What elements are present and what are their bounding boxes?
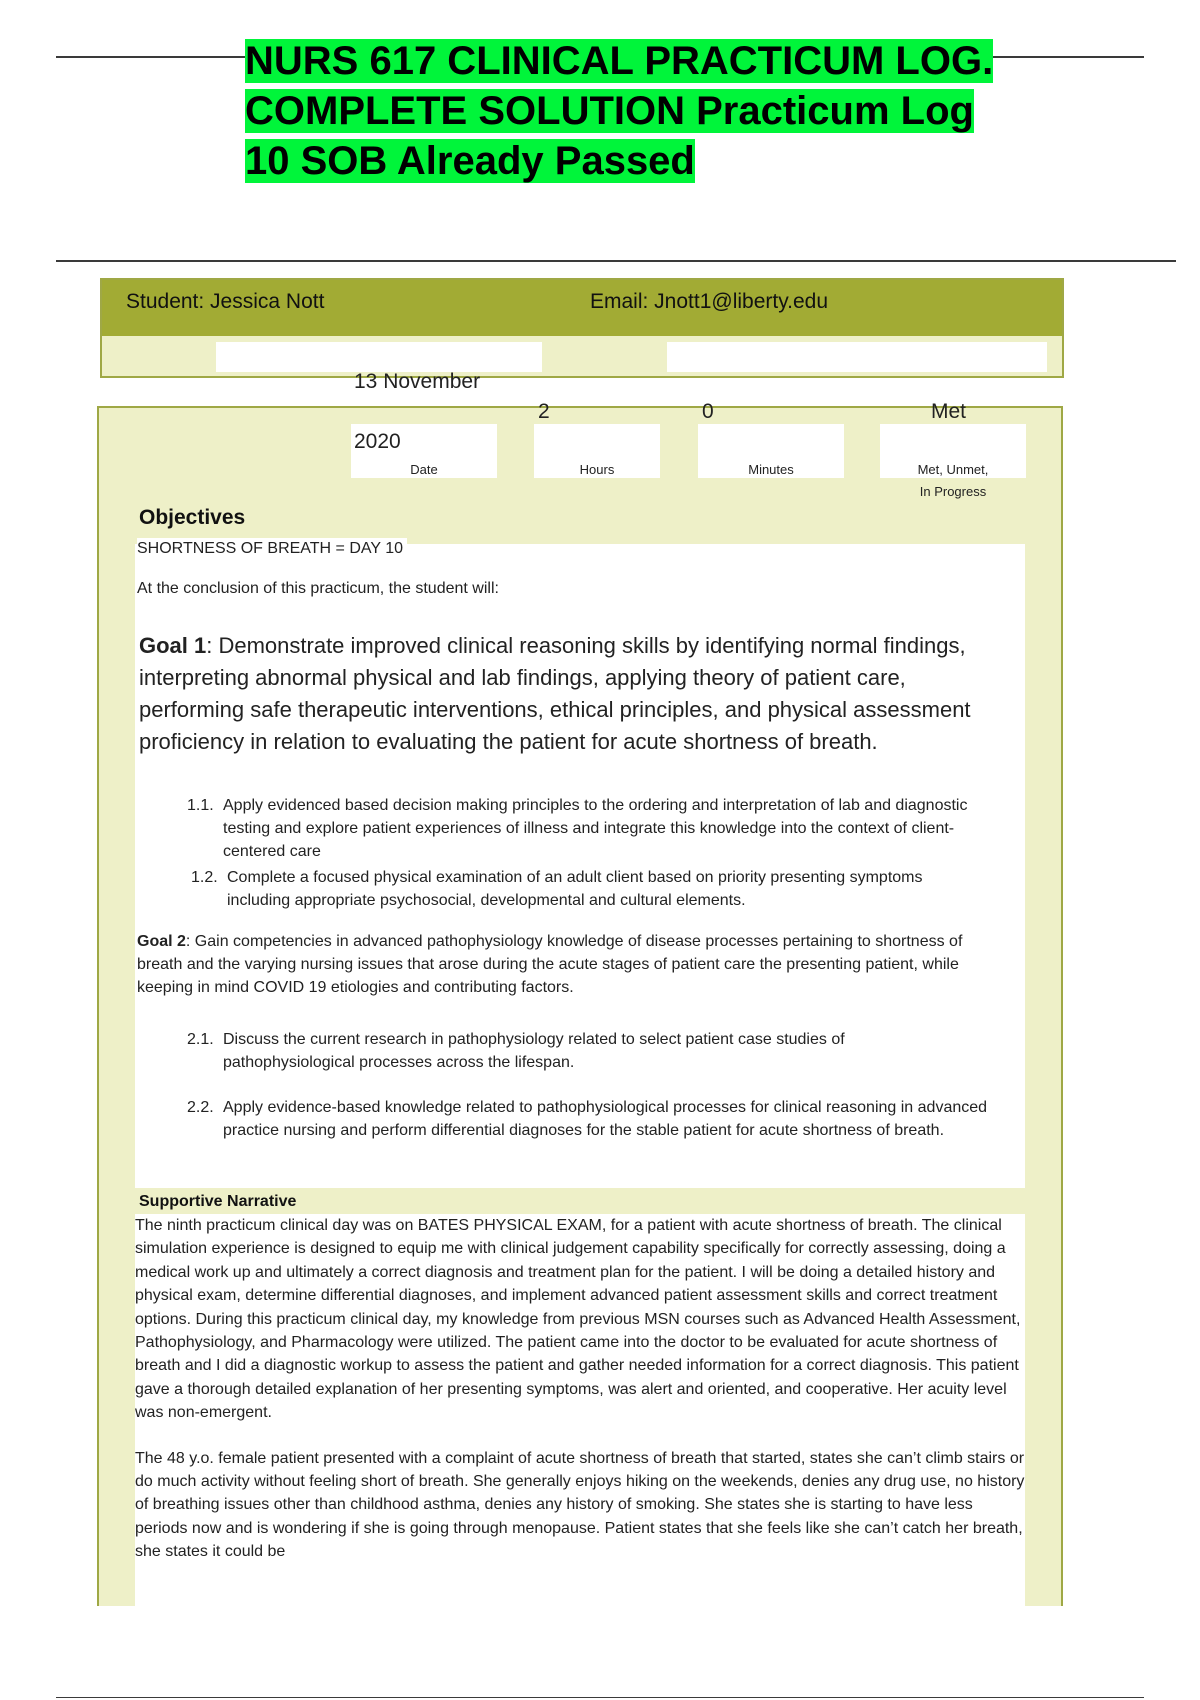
practicum-log-panel	[97, 370, 1063, 1606]
objective-1-1	[187, 794, 1007, 863]
objective-2-1	[187, 1028, 967, 1074]
hours-label: Hours	[579, 462, 615, 477]
narrative-body	[135, 1214, 1025, 1608]
goal-1-text: : Demonstrate improved clinical reasoning skills by identifying normal findings, interpreting abnormal physical and lab findings, applying theory of patient care, performing safe therapeutic interventions, ethical principles, and physical assessment proficiency in relation to evaluating the patient for acute shortness of breath.	[139, 633, 971, 754]
date-value-year: 2020	[354, 430, 401, 453]
minutes-value: 0	[702, 400, 714, 423]
objective-2-2	[187, 1096, 1027, 1142]
minutes-label: Minutes	[748, 462, 794, 477]
student-info-bar	[102, 280, 1062, 336]
header-divider	[56, 260, 1176, 262]
objective-number: 1.2.	[191, 869, 218, 886]
goal-2-text: : Gain competencies in advanced pathophysiology knowledge of disease processes pertaining to shortness of breath and the varying nursing issues that arose during the acute stages of patient care the presenting patient, while keeping in mind COVID 19 etiologies and contributing factors.	[137, 933, 963, 996]
status-label-line1: Met, Unmet,	[917, 462, 989, 477]
objective-text: Discuss the current research in pathophysiology related to select patient case studies of pathophysiological processes across the lifespan.	[223, 1031, 845, 1071]
document-title: NURS 617 CLINICAL PRACTICUM LOG. COMPLETE SOLUTION Practicum Log 10 SOB Already Passed	[245, 39, 994, 183]
objective-text: Apply evidenced based decision making principles to the ordering and interpretation of lab and diagnostic testing and explore patient experiences of illness and integrate this knowledge into the context of client-centered care	[223, 797, 968, 860]
objective-text: Complete a focused physical examination of an adult client based on priority presenting symptoms including appropriate psychosocial, developmental and cultural elements.	[227, 869, 923, 909]
blank-field-right	[667, 342, 1047, 372]
status-value: Met	[931, 400, 967, 423]
objective-number: 2.1.	[187, 1031, 214, 1048]
status-label-line2: In Progress	[919, 484, 987, 499]
date-label: Date	[410, 462, 438, 477]
hours-value: 2	[538, 400, 550, 423]
objectives-body	[135, 544, 1025, 1188]
objective-text: Apply evidence-based knowledge related to pathophysiological processes for clinical reasoning in advanced practice nursing and perform differential diagnoses for the stable patient for acute shortness of breath.	[223, 1099, 988, 1139]
objectives-heading: Objectives	[139, 506, 246, 529]
student-info-box	[100, 278, 1064, 378]
objective-number: 1.1.	[187, 797, 214, 814]
objective-number: 2.2.	[187, 1099, 214, 1116]
date-value-month: 13 November	[354, 370, 481, 393]
goal-1	[139, 630, 999, 758]
objectives-subtitle: SHORTNESS OF BREATH = DAY 10	[137, 538, 407, 560]
student-email: Email: Jnott1@liberty.edu	[590, 290, 829, 313]
goal-1-label: Goal 1	[139, 633, 207, 658]
bottom-divider	[56, 1697, 1144, 1698]
conclusion-text: At the conclusion of this practicum, the student will:	[137, 580, 499, 597]
narrative-heading: Supportive Narrative	[139, 1193, 297, 1210]
narrative-paragraph-1: The ninth practicum clinical day was on BATES PHYSICAL EXAM, for a patient with acute shortness of breath. The clinical simulation experience is designed to equip me with clinical judgement capability specifically for correctly assessing, doing a medical work up and ultimately a correct diagnosis and treatment plan for the patient. I will be doing a detailed history and physical exam, determine differential diagnoses, and implement advanced patient assessment skills and correct treatment options. During this practicum clinical day, my knowledge from previous MSN courses such as Advanced Health Assessment, Pathophysiology, and Pharmacology were utilized. The patient came into the doctor to be evaluated for acute shortness of breath and I did a diagnostic workup to assess the patient and gather needed information for a correct diagnosis. This patient gave a thorough detailed explanation of her presenting symptoms, was alert and oriented, and cooperative. Her acuity level was non-emergent.	[135, 1217, 1021, 1422]
student-name: Student: Jessica Nott	[126, 290, 325, 313]
objective-1-2	[191, 866, 971, 912]
goal-2-label: Goal 2	[137, 933, 186, 950]
goal-2	[137, 930, 1007, 999]
blank-field-left	[216, 342, 542, 372]
narrative-paragraph-2: The 48 y.o. female patient presented with a complaint of acute shortness of breath that started, states she can’t climb stairs or do much activity without feeling short of breath. She generally enjoys hiking on the weekends, denies any drug use, no history of breathing issues other than childhood asthma, denies any history of smoking. She states she is starting to have less periods now and is wondering if she is going through menopause. Patient states that she feels like she can’t catch her breath, she states it could be	[135, 1449, 1025, 1561]
